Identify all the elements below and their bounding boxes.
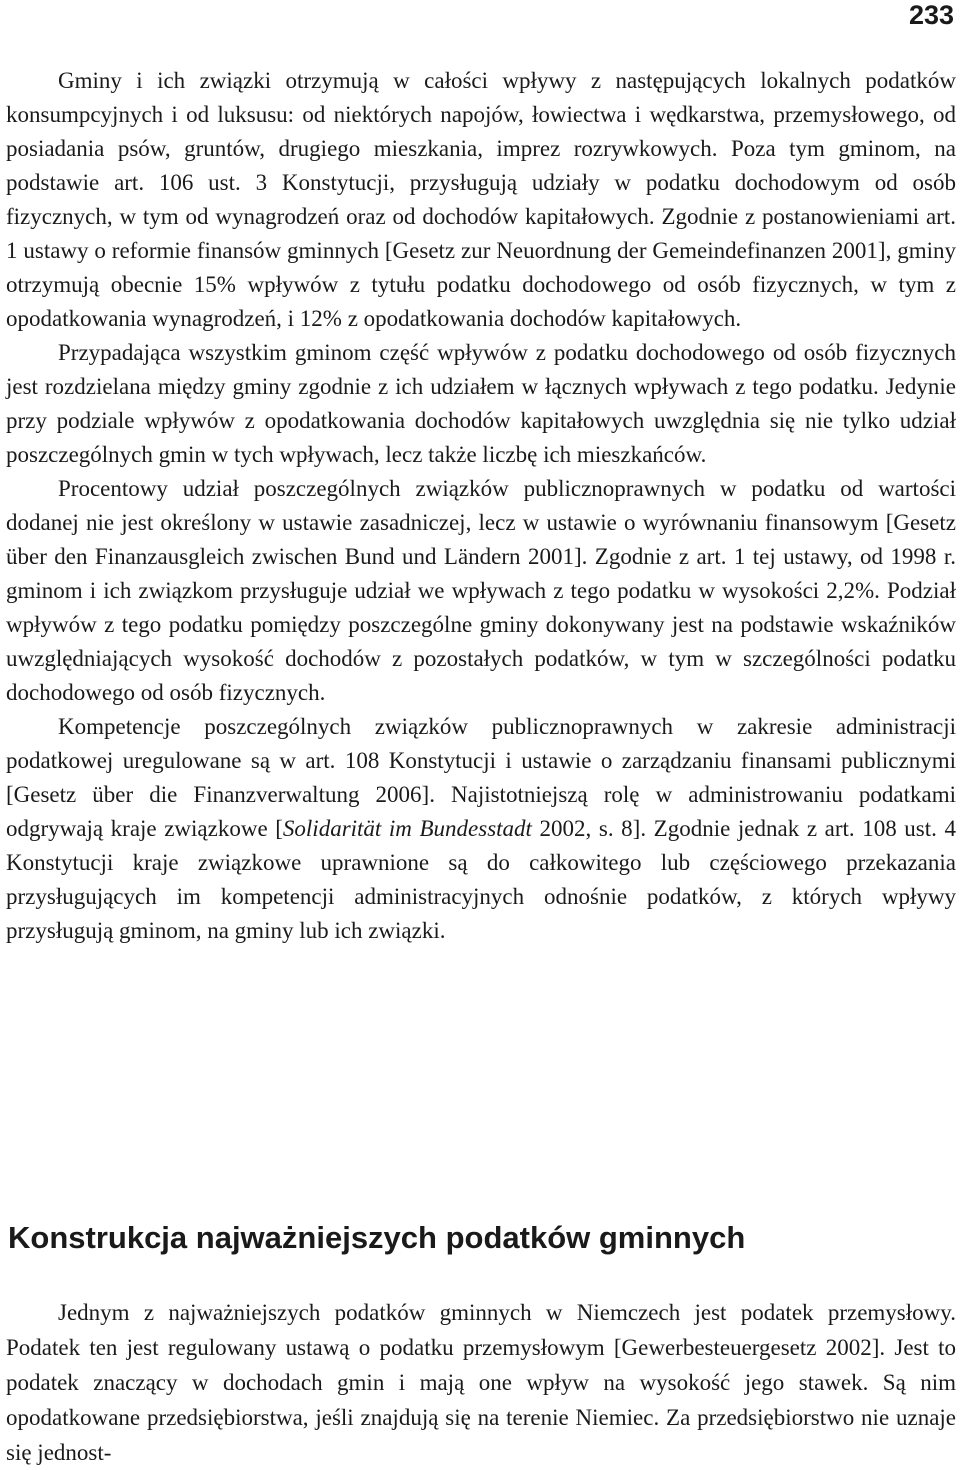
section-heading: Konstrukcja najważniejszych podatków gminnych	[8, 1220, 746, 1255]
body-text	[6, 64, 956, 948]
paragraph-4-text-start: Kompetencje poszczególnych związków publicznoprawnych w zakresie administracji podatkowej uregulowane są w art. 108 Konstytucji i ustawie o zarządzaniu finansami publicznymi [Gesetz über die Finanzverwaltung 2006]. Najistotniejszą rolę w administrowaniu podatkami odgrywają kraje związkowe [	[6, 714, 956, 841]
paragraph-3: Procentowy udział poszczególnych związków publicznoprawnych w podatku od wartości dodanej nie jest określony w ustawie zasadniczej, lecz w ustawie o wyrównaniu finansowym [Gesetz über den Finanzausgleich zwischen Bund und Ländern 2001]. Zgodnie z art. 1 tej ustawy, od 1998 r. gminom i ich związkom przysługuje udział we wpływach z tego podatku w wysokości 2,2%. Podział wpływów z tego podatku pomiędzy poszczególne gminy dokonywany jest na podstawie wskaźników uwzględniających wysokość dochodów z pozostałych podatków, w tym w szczególności podatku dochodowego od osób fizycznych.	[6, 476, 956, 705]
paragraph-2: Przypadająca wszystkim gminom część wpływów z podatku dochodowego od osób fizycznych jest rozdzielana między gminy zgodnie z ich udziałem w łącznych wpływach z tego podatku. Jedynie przy podziale wpływów z opodatkowania dochodów kapitałowych uwzględnia się nie tylko udział poszczególnych gmin w tych wpływach, lecz także liczbę ich mieszkańców.	[6, 340, 956, 467]
section-paragraph-1: Jednym z najważniejszych podatków gminnych w Niemczech jest podatek przemysłowy. Podatek ten jest regulowany ustawą o podatku przemysłowym [Gewerbesteuergesetz 2002]. Jest to podatek znaczący w dochodach gmin i mają one wpływ na wysokość jego stawek. Są nim opodatkowane przedsiębiorstwa, jeśli znajdują się na terenie Niemiec. Za przedsiębiorstwo nie uznaje się jednost-	[6, 1300, 956, 1465]
paragraph-1: Gminy i ich związki otrzymują w całości wpływy z następujących lokalnych podatków konsumpcyjnych i od luksusu: od niektórych napojów, łowiectwa i wędkarstwa, przemysłowego, od posiadania psów, gruntów, drugiego mieszkania, imprez rozrywkowych. Poza tym gminom, na podstawie art. 106 ust. 3 Konstytucji, przysługują udziały w podatku dochodowym od osób fizycznych, w tym od wynagrodzeń oraz od dochodów kapitałowych. Zgodnie z postanowieniami art. 1 ustawy o reformie finansów gminnych [Gesetz zur Neuordnung der Gemeindefinanzen 2001], gminy otrzymują obecnie 15% wpływów z tytułu podatku dochodowego od osób fizycznych, w tym z opodatkowania wynagrodzeń, i 12% z opodatkowania dochodów kapitałowych.	[6, 68, 956, 331]
citation-title: Solidarität im Bundesstadt	[282, 816, 532, 841]
page-number: 233	[908, 0, 954, 30]
section-body	[6, 1295, 956, 1470]
paragraph-4-text-end: 2002, s. 8]. Zgodnie jednak z art. 108 ust. 4 Konstytucji kraje związkowe uprawnione są do całkowitego lub częściowego przekazania przysługujących im kompetencji administracyjnych odnośnie podatków, z których wpływy przysługują gminom, na gminy lub ich związki.	[6, 816, 956, 943]
paragraph-4	[6, 710, 956, 948]
